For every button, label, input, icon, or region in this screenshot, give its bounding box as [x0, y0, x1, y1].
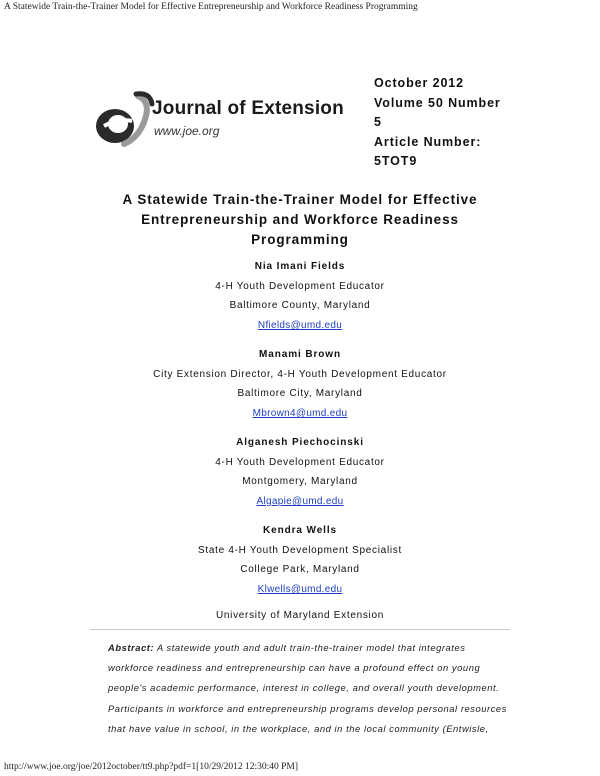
article-title-line: A Statewide Train-the-Trainer Model for Effective: [122, 192, 478, 207]
journal-logo[interactable]: [92, 88, 367, 150]
article-number: 5TOT9: [374, 154, 418, 168]
author-email-link[interactable]: Algapie@umd.edu: [256, 496, 344, 507]
abstract-text-line: people's academic performance, interest in college, and overall youth development.: [108, 682, 500, 694]
author-entry: [100, 522, 500, 599]
author-role: 4-H Youth Development Educator: [215, 281, 385, 292]
author-entry: [100, 258, 500, 335]
issue-date: October 2012: [374, 76, 465, 90]
author-name: Manami Brown: [259, 349, 341, 360]
journal-logo-title: Journal of Extension: [152, 98, 344, 119]
author-name: Kendra Wells: [263, 525, 337, 536]
author-location: Montgomery, Maryland: [242, 476, 358, 487]
institution-name: University of Maryland Extension: [215, 610, 384, 621]
author-email-link[interactable]: Mbrown4@umd.edu: [252, 408, 348, 419]
article-number-label: Article Number:: [374, 134, 482, 149]
section-divider: [90, 629, 510, 630]
author-email-link[interactable]: Klwells@umd.edu: [257, 584, 343, 595]
author-list: [100, 258, 500, 625]
issue-info: [374, 74, 514, 172]
abstract-text-line: that have value in school, in the workplace, and in the local community (Entwisle,: [108, 722, 489, 734]
author-location: Baltimore County, Maryland: [229, 300, 371, 311]
author-location: College Park, Maryland: [240, 564, 360, 575]
abstract-text-line: workforce readiness and entrepreneurship can have a profound effect on young: [108, 662, 481, 674]
abstract: [108, 638, 507, 739]
article-title-line: Programming: [251, 232, 349, 247]
author-name: Nia Imani Fields: [254, 261, 346, 272]
author-email-link[interactable]: Nfields@umd.edu: [257, 320, 343, 331]
browser-footer-url: http://www.joe.org/joe/2012october/tt9.php?pdf=1[10/29/2012 12:30:40 PM]: [4, 762, 299, 772]
volume-number: Volume 50 Number: [374, 95, 501, 110]
author-location: Baltimore City, Maryland: [237, 388, 363, 399]
abstract-text-line: A statewide youth and adult train-the-trainer model that integrates: [154, 642, 466, 653]
journal-logo-url: www.joe.org: [154, 124, 220, 138]
journal-logo-mark-icon: [92, 88, 156, 150]
volume-number-cont: 5: [374, 115, 382, 129]
article-title: [90, 190, 510, 250]
author-role: City Extension Director, 4-H Youth Development Educator: [153, 369, 447, 380]
author-entry: [100, 434, 500, 511]
author-entry: [100, 346, 500, 423]
browser-page-title: A Statewide Train-the-Trainer Model for Effective Entrepreneurship and Workforce Readiness Programming: [4, 2, 418, 12]
article-title-line: Entrepreneurship and Workforce Readiness: [141, 212, 459, 227]
author-role: State 4-H Youth Development Specialist: [198, 545, 402, 556]
author-name: Alganesh Piechocinski: [236, 437, 364, 448]
author-role: 4-H Youth Development Educator: [215, 457, 385, 468]
abstract-label: Abstract:: [108, 642, 155, 653]
abstract-text-line: Participants in workforce and entrepreneurship programs develop personal resources: [108, 702, 507, 714]
